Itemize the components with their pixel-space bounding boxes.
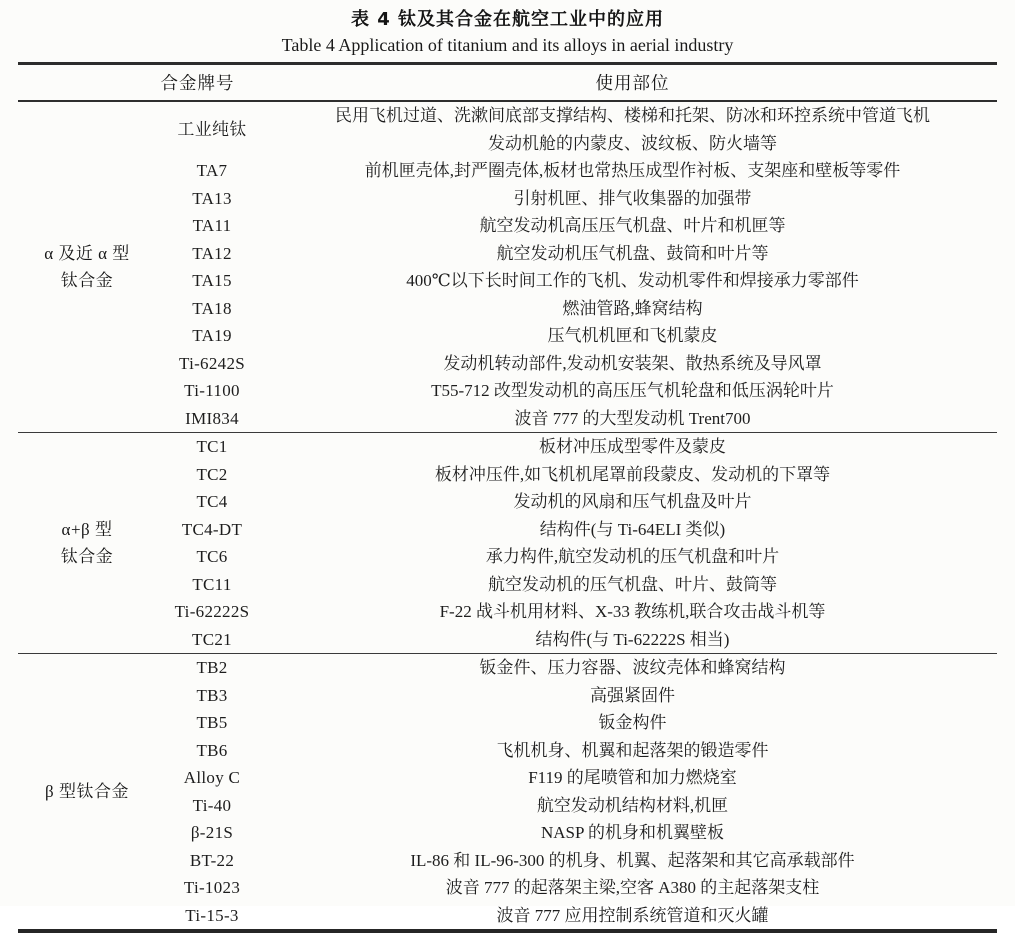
alloy-grade-cell: TA12 <box>192 243 232 263</box>
alloy-grade-cell: TB5 <box>196 713 228 732</box>
usage-cell <box>268 405 997 433</box>
usage-cell <box>268 737 997 765</box>
table-row <box>18 654 997 682</box>
usage-cell <box>268 654 997 682</box>
table-row <box>18 240 997 268</box>
usage-line: 波音 777 的起落架主梁,空客 A380 的主起落架支柱 <box>445 878 820 897</box>
table-row <box>18 157 997 185</box>
usage-line: 航空发动机压气机盘、鼓筒和叶片等 <box>496 243 769 263</box>
usage-line: 高强紧固件 <box>590 685 675 705</box>
usage-line: 前机匣壳体,封严圈壳体,板材也常热压成型作衬板、支架座和壁板等零件 <box>364 161 901 180</box>
usage-line: 板材冲压成型零件及蒙皮 <box>539 437 726 456</box>
usage-cell <box>268 571 997 599</box>
usage-line: 波音 777 应用控制系统管道和灭火罐 <box>496 905 769 925</box>
usage-cell <box>268 543 997 571</box>
usage-cell <box>268 874 997 902</box>
alloy-grade-cell: Ti-40 <box>192 795 232 815</box>
table-row <box>18 295 997 323</box>
alloy-grade-cell: TA13 <box>192 188 232 208</box>
usage-cell <box>268 295 997 323</box>
table-row <box>18 626 997 654</box>
usage-cell <box>268 488 997 516</box>
alloy-grade-cell: Ti-15-3 <box>185 905 239 925</box>
usage-line: 压气机机匣和飞机蒙皮 <box>547 326 718 345</box>
usage-cell <box>268 322 997 350</box>
usage-line: T55-712 改型发动机的高压压气机轮盘和低压涡轮叶片 <box>431 381 834 400</box>
usage-line: 板材冲压件,如飞机机尾罩前段蒙皮、发动机的下罩等 <box>434 464 831 484</box>
table-row <box>18 516 997 544</box>
usage-line: 飞机机身、机翼和起落架的锻造零件 <box>496 740 769 760</box>
table-row <box>18 543 997 571</box>
alloy-grade-cell: β-21S <box>190 823 234 842</box>
alloy-grade-cell: TC11 <box>192 574 232 594</box>
usage-cell <box>268 819 997 847</box>
usage-line: 发动机的风扇和压气机盘及叶片 <box>513 492 752 511</box>
alloy-grade-cell: TA7 <box>196 161 228 180</box>
usage-cell <box>268 212 997 240</box>
alloy-grade-cell: TA19 <box>192 326 232 345</box>
usage-cell <box>268 764 997 792</box>
usage-line: 钣金构件 <box>598 713 667 732</box>
usage-cell <box>268 240 997 268</box>
alloy-group-label-line: 钛合金 <box>60 547 114 566</box>
usage-line: 钣金件、压力容器、波纹壳体和蜂窝结构 <box>479 658 786 677</box>
alloy-group-label <box>18 654 156 932</box>
alloy-group-label-line: α 及近 α 型 <box>44 243 130 263</box>
alloy-grade-cell: 工业纯钛 <box>156 101 268 157</box>
usage-cell <box>268 792 997 820</box>
document-title-zh: 表 4 钛及其合金在航空工业中的应用 <box>350 9 665 30</box>
table-body <box>18 101 997 931</box>
table-row <box>18 792 997 820</box>
alloy-grade-cell: TA15 <box>192 271 232 290</box>
usage-line: 燃油管路,蜂窝结构 <box>562 298 703 318</box>
usage-cell <box>268 461 997 489</box>
table-row <box>18 101 997 157</box>
table-row <box>18 819 997 847</box>
table-row <box>18 571 997 599</box>
table-row <box>18 433 997 461</box>
usage-line: 航空发动机高压压气机盘、叶片和机匣等 <box>479 216 786 235</box>
usage-line: 结构件(与 Ti-64ELI 类似) <box>539 519 726 539</box>
table-row <box>18 350 997 378</box>
usage-line: F119 的尾喷管和加力燃烧室 <box>528 768 737 787</box>
usage-cell <box>268 377 997 405</box>
usage-line: F-22 战斗机用材料、X-33 教练机,联合攻击战斗机等 <box>439 602 826 621</box>
table-row <box>18 488 997 516</box>
table-row <box>18 461 997 489</box>
table-row <box>18 682 997 710</box>
alloy-group-label <box>18 101 156 433</box>
table-header-usage: 使用部位 <box>268 64 997 102</box>
alloy-grade-cell: TA11 <box>192 216 232 235</box>
table-row <box>18 212 997 240</box>
usage-cell <box>268 847 997 875</box>
table-header <box>18 64 997 102</box>
usage-line: 结构件(与 Ti-62222S 相当) <box>535 629 730 649</box>
document-title-en: Table 4 Application of titanium and its alloys in aerial industry <box>281 35 734 55</box>
usage-cell <box>268 682 997 710</box>
alloy-group-label-line: 钛合金 <box>60 271 114 290</box>
alloy-grade-cell: TC1 <box>156 433 268 461</box>
usage-line: 发动机转动部件,发动机安装架、散热系统及导风罩 <box>443 353 822 373</box>
alloy-grade-cell: Ti-1023 <box>183 878 241 897</box>
usage-line: 承力构件,航空发动机的压气机盘和叶片 <box>485 547 780 566</box>
alloy-grade-cell: TC4-DT <box>181 519 243 539</box>
applications-table <box>18 62 997 933</box>
usage-cell <box>268 598 997 626</box>
alloy-grade-cell: TA18 <box>192 298 232 318</box>
alloy-group-label-line: β 型钛合金 <box>45 781 129 801</box>
usage-line: 航空发动机结构材料,机匣 <box>536 795 729 815</box>
alloy-grade-cell: TC2 <box>196 464 228 484</box>
table-row <box>18 267 997 295</box>
table-header-row <box>18 64 997 102</box>
alloy-grade-cell: Ti-62222S <box>174 602 250 621</box>
alloy-group-label <box>18 433 156 654</box>
alloy-grade-cell: TB3 <box>196 685 228 705</box>
table-header-alloy: 合金牌号 <box>18 64 268 102</box>
usage-line: 航空发动机的压气机盘、叶片、鼓筒等 <box>488 574 777 594</box>
usage-cell <box>268 267 997 295</box>
usage-line: 民用飞机过道、洗漱间底部支撑结构、楼梯和托架、防冰和环控系统中管道飞机 <box>335 106 930 125</box>
usage-line: 发动机舱的内蒙皮、波纹板、防火墙等 <box>488 133 777 153</box>
table-row <box>18 847 997 875</box>
alloy-grade-cell: Alloy C <box>183 768 241 787</box>
usage-cell <box>268 709 997 737</box>
usage-cell <box>268 157 997 185</box>
alloy-grade-cell: Ti-1100 <box>184 381 240 400</box>
alloy-grade-cell: Ti-6242S <box>178 353 246 373</box>
alloy-grade-cell: TB6 <box>196 740 228 760</box>
usage-cell <box>268 433 997 461</box>
usage-line: 400℃以下长时间工作的飞机、发动机零件和焊接承力零部件 <box>406 271 859 290</box>
usage-line: 引射机匣、排气收集器的加强带 <box>513 188 752 208</box>
table-row <box>18 185 997 213</box>
table-row <box>18 709 997 737</box>
alloy-grade-cell: BT-22 <box>189 850 235 870</box>
alloy-group-label-line: α+β 型 <box>61 519 113 539</box>
usage-cell <box>268 516 997 544</box>
table-row <box>18 405 997 433</box>
alloy-grade-cell: IMI834 <box>185 408 239 428</box>
usage-cell <box>268 350 997 378</box>
table-row <box>18 737 997 765</box>
usage-cell <box>268 626 997 654</box>
usage-line: NASP 的机身和机翼壁板 <box>540 823 725 842</box>
usage-line: IL-86 和 IL-96-300 的机身、机翼、起落架和其它高承载部件 <box>410 850 855 870</box>
alloy-grade-cell: TB2 <box>156 654 268 682</box>
table-row <box>18 322 997 350</box>
usage-cell <box>268 185 997 213</box>
alloy-grade-cell: TC21 <box>192 629 232 649</box>
usage-line: 波音 777 的大型发动机 Trent700 <box>514 408 751 428</box>
table-row <box>18 874 997 902</box>
table-row <box>18 764 997 792</box>
usage-cell <box>268 101 997 157</box>
alloy-grade-cell: TC4 <box>196 492 228 511</box>
table-row <box>18 377 997 405</box>
alloy-grade-cell: TC6 <box>196 547 228 566</box>
table-row <box>18 598 997 626</box>
